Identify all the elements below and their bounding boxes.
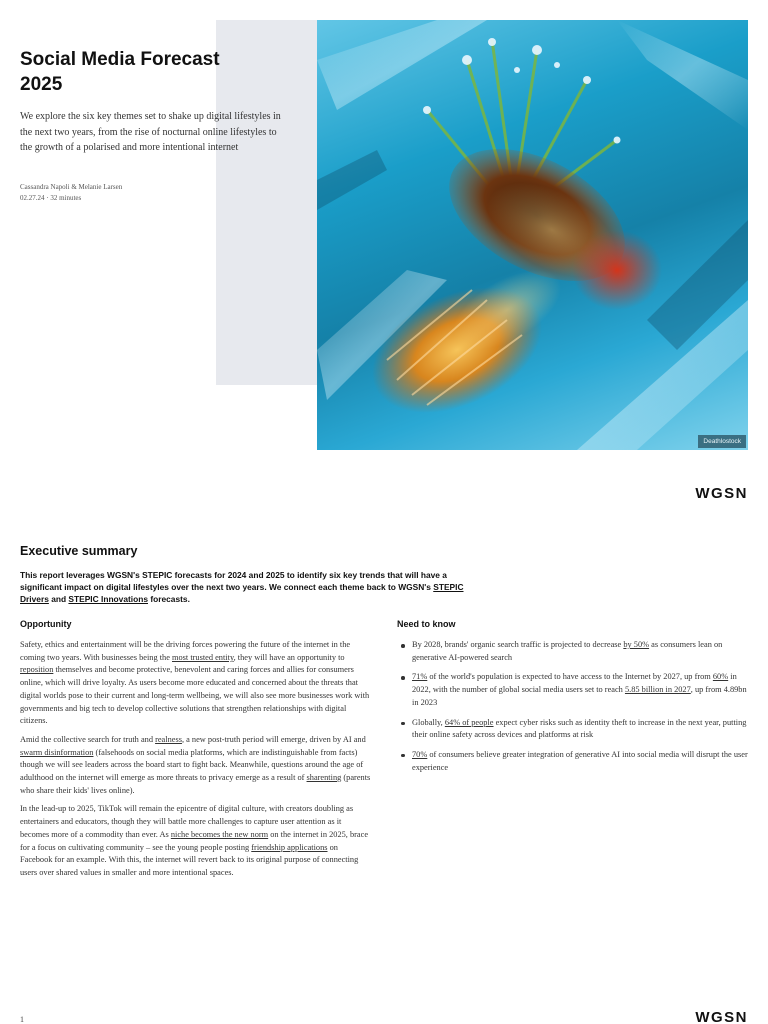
- inline-link[interactable]: 70%: [412, 749, 428, 759]
- inline-link[interactable]: 64% of people: [444, 717, 494, 727]
- need-to-know-item: Globally, 64% of people expect cyber risks such as identity theft to increase in the next year, putting their online safety across devices and platforms at risk: [397, 717, 749, 742]
- inline-link[interactable]: STEPIC Drivers: [20, 582, 464, 604]
- inline-link[interactable]: most trusted entity: [172, 652, 234, 662]
- inline-link[interactable]: reposition: [20, 665, 54, 675]
- report-meta: [20, 182, 122, 203]
- flower-illustration: [317, 20, 748, 450]
- exec-summary-title: Executive summary: [20, 544, 138, 558]
- inline-link[interactable]: STEPIC Innovations: [68, 594, 148, 604]
- image-credit: Deathlostock: [698, 435, 746, 448]
- report-subtitle: We explore the six key themes set to shake up digital lifestyles in the next two years, from the rise of nocturnal online lifestyles to the growth of a polarised and more intentional internet: [20, 111, 281, 153]
- opportunity-paragraph: In the lead-up to 2025, TikTok will remain the epicentre of digital culture, with creators doubling as entertainers and educators, though they will battle more challenges to capture user attention as it becomes more of a commodity than ever. As niche becomes the new norm on the internet in 2025, brace for a focus on cultivating community – see the young people posting friendship applications on Facebook for an example. With this, the internet will revert back to its original purpose of connecting users over shared values in smaller and more intentional spaces.: [20, 804, 369, 877]
- report-authors: Cassandra Napoli & Melanie Larsen: [20, 183, 123, 191]
- inline-link[interactable]: 71%: [412, 672, 428, 682]
- exec-summary-intro: This report leverages WGSN's STEPIC forecasts for 2024 and 2025 to identify six key trends that will have a significant impact on digital lifestyles over the next two years. We connect each theme back to WGSN's STEPIC Drivers and STEPIC Innovations forecasts.: [20, 570, 464, 604]
- page-number: 1: [20, 1015, 24, 1024]
- opportunity-paragraph: Safety, ethics and entertainment will be the driving forces powering the future of the internet in the coming two years. With businesses being the most trusted entity, they will have an opportunity to reposition themselves and become protective, benevolent and caring forces and allies for consumers online, which will drive loyalty. As users become more educated and concerned about the threats that digital worlds pose to their current and long-term wellbeing, we will also see more businesses work with governments and big tech to develop collective solutions that strengthen relationships with digital citizens.: [20, 640, 370, 726]
- need-to-know-list: [397, 639, 749, 774]
- inline-link[interactable]: realness: [155, 734, 182, 744]
- inline-link[interactable]: 5.85 billion in 2027: [624, 685, 691, 695]
- inline-link[interactable]: niche becomes the new norm: [170, 829, 269, 839]
- report-date: 02.27.24 · 32 minutes: [20, 193, 82, 202]
- opportunity-column: [20, 619, 372, 886]
- need-to-know-heading: Need to know: [397, 619, 456, 629]
- inline-link[interactable]: by 50%: [623, 640, 650, 649]
- report-title: Social Media Forecast 2025: [20, 49, 220, 95]
- need-to-know-column: [397, 619, 749, 781]
- inline-link[interactable]: 60%: [712, 672, 729, 682]
- opportunity-paragraph: Amid the collective search for truth and realness, a new post-truth period will emerge, driven by AI and swarm disinformation (falsehoods on social media platforms, which are indistinguishable from facts) though we will see leaders across the board start to fight back. Meanwhile, questions around the age of adulthood on the internet will emerge as more threats to privacy emerge as a result of sharenting (parents who share their kids' lives online).: [20, 734, 371, 795]
- inline-link[interactable]: friendship applications: [251, 842, 328, 852]
- hero-image: [317, 20, 748, 450]
- need-to-know-item: By 2028, brands' organic search traffic is projected to decrease by 50% as consumers lean on generative AI-powered search: [397, 639, 749, 664]
- need-to-know-item: 71% of the world's population is expected to have access to the Internet by 2027, up from 60% in 2022, with the number of global social media users set to reach 5.85 billion in 2027, up from 4.89bn in 2023: [397, 671, 749, 709]
- inline-link[interactable]: swarm disinformation: [20, 747, 94, 757]
- wgsn-logo: WGSN: [695, 485, 748, 502]
- inline-link[interactable]: sharenting: [306, 773, 342, 783]
- opportunity-heading: Opportunity: [20, 619, 72, 629]
- need-to-know-item: 70% of consumers believe greater integration of generative AI into social media will disrupt the user experience: [397, 749, 749, 774]
- wgsn-logo-footer: WGSN: [695, 1009, 748, 1024]
